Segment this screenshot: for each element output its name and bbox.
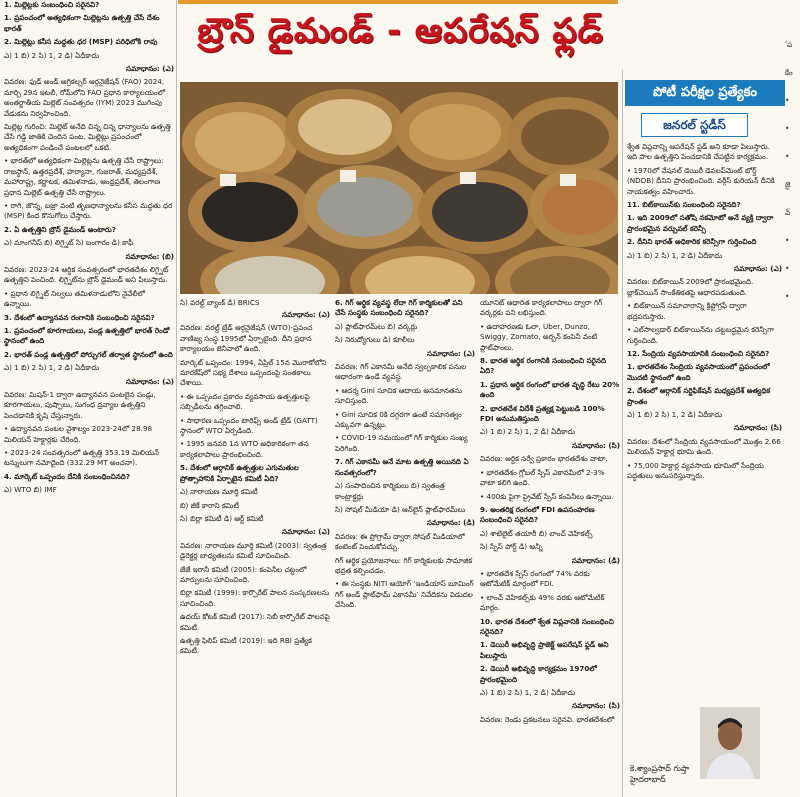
col1-paragraph: ఎ) మాంగనీస్ బి) లిగ్నైట్ సి) బంగారం డి) కాఫీ [4,238,134,248]
col4-paragraph: వివరణ: రెండు ప్రకటనలు సరైనవి. భారతదేశంలో [480,714,615,724]
col5-paragraph: • 1970లో నేషనల్ డెయిరీ డెవలప్‌మెంట్ బోర్డ్ (NDDB) దీనిని ప్రారంభించింది. వర్గీస్ కురియన్ దీనికి నాయకత్వం వహించారు. [627,165,775,196]
col2-paragraph: వివరణ: నారాయణ మూర్తి కమిటీ (2003): స్వతంత్ర డైరెక్టర్ల బాధ్యతలను కమిటీ సూచించింది. [180,540,327,561]
column-divider [622,70,623,797]
col4-paragraph: ఎ) శాటిలైట్ తయారీ బి) లాంచ్ వెహికల్స్ [480,528,593,538]
column-4 [480,298,620,728]
col2-paragraph: ఎ) నారాయణ మూర్తి కమిటీ [180,487,258,497]
col4-paragraph: 2. భారతదేశ విదేశీ ప్రత్యక్ష పెట్టుబడి 100% FDI అనుమతిస్తుంది [480,403,605,424]
col1-paragraph: 1. మిల్లెట్లకు సంబంధించి సరైనవి? [4,0,100,9]
col1-paragraph: 1. ప్రపంచంలో కూరగాయలు, పండ్ల ఉత్పత్తిలో భారత్ రెండో స్థానంలో ఉంది [4,325,170,346]
col5-paragraph: • ఎల్‌సాల్వడార్ బిట్‌కాయిన్‌ను చట్టబద్ధమైన కరెన్సీగా గుర్తించింది. [627,325,774,345]
col1-paragraph: 4. మార్కెట్ ఒప్పందం దేనికి సంబంధించినది? [4,471,131,481]
col2-paragraph: ఉదయ్ కోటక్ కమిటీ (2017): సెబీ కార్పొరేట్ పాలనపై కమిటీ. [180,612,330,632]
col5-paragraph: 2. దేశంలో ఆర్గానిక్ సర్టిఫికేషన్ మధ్యప్రదేశ్ అత్యధిక ప్రాంతం [627,386,771,406]
photo-caption-options: సి) వరల్డ్ బ్యాంక్ డి) BRICS [180,298,260,307]
col4-paragraph: • భారతదేశ స్పేస్ రంగంలో 74% వరకు ఆటోమేటిక్ మార్గంలో FDI. [480,568,590,589]
col1-paragraph: 2. మిల్లెట్లు కనీస మద్దతు ధర (MSP) పరిధిలోకి రావు [4,37,158,47]
col4-paragraph: వివరణ: ఆర్థిక సర్వే ప్రకారం భారతదేశం వాటా. [480,454,608,464]
col2-paragraph: సి) బిర్లా కమిటీ డి) ఆర్ట్ కమిటీ [180,513,264,523]
col3-paragraph: సి) నిరుద్యోగులు డి) కూలీలు [335,335,415,345]
author-credit [630,763,689,785]
col3-paragraph: • ఈ సంస్థకు NITI ఆయోగ్ ‘ఇండియాస్ బూమింగ్ గిగ్ అండ్ ప్లాట్‌ఫామ్ ఎకానమీ’ నివేదికను విడుదల చేసింది. [335,579,474,610]
col3-paragraph: వివరణ: ఈ ప్రోగ్రామ్ ద్వారా సోషల్ మీడియాలో కంటెంట్ పెంచుకోవచ్చు. [335,531,465,552]
col1-paragraph: 2. ఏ ఉత్పత్తిని బ్రౌన్ డైమండ్ అంటారు? [4,224,116,234]
col5-paragraph: సమాధానం: (ఎ) [734,264,782,274]
col1-paragraph: మిల్లెట్ల గురించి: మిల్లెట్ అనేది చిన్న చిన్న ధాన్యాలను ఉత్పత్తి చేసే గడ్డి జాతికి చెందిన పంట. మిల్లెట్లు ప్రపంచంలో అత్యధికంగా పండించే పంటలలో ఒకటి. [4,122,171,152]
col1-paragraph: సమాధానం: (ఎ) [126,376,174,386]
column-3 [335,298,475,614]
col5-paragraph: శ్వేత విప్లవాన్ని ఆపరేషన్ ఫ్లడ్ అని కూడా పిలుస్తారు. ఇది పాల ఉత్పత్తిని పెంచడానికి చేపట్టిన కార్యక్రమం. [627,142,770,162]
col1-paragraph: • 2023-24 సంవత్సరంలో ఉత్పత్తి 353.19 మిలియన్ టన్నులుగా నమోదైంది (332.29 MT అంచనా). [4,448,160,468]
col5-paragraph: 11. బిట్‌కాయిన్‌కు సంబంధించి సరైనది? [627,200,741,210]
col2-paragraph: సమాధానం: (ఎ) [282,527,330,537]
col1-paragraph: • భారత్‌లో అత్యధికంగా మిల్లెట్లను ఉత్పత్తి చేసే రాష్ట్రాలు: రాజస్థాన్, ఉత్తరప్రదేశ్, హర్యానా, గుజరాత్, మధ్యప్రదేశ్, మహారాష్ట్ర, కర్ణాటక, తమిళనాడు, ఆంధ్రప్రదేశ్, తెలంగాణ ప్రధాన మిల్లెట్ ఉత్పత్తి చేసే రాష్ట్రాలు. [4,156,164,197]
col1-paragraph: సమాధానం: (బి) [125,251,174,261]
col4-paragraph: • లాంచ్ వెహికల్స్‌కు 49% వరకు ఆటోమేటిక్ మార్గం. [480,592,605,613]
col3-paragraph: • COVID-19 సమయంలో గిగ్ కార్మికుల సంఖ్య పెరిగింది. [335,433,468,453]
col4-paragraph: 10. భారత దేశంలో శ్వేత విప్లవానికి సంబంధించి సరైనది? [480,616,614,636]
column-1 [4,0,174,499]
col2-paragraph: • 1995 జనవరి 1న WTO అధికారికంగా తన కార్యకలాపాలు ప్రారంభించింది. [180,439,309,459]
col1-paragraph: 1. ప్రపంచంలో అత్యధికంగా మిల్లెట్లను ఉత్పత్తి చేసే దేశం భారత్ [4,13,160,33]
column-5 [627,142,782,484]
col1-paragraph: 2. భారత్ పండ్ల ఉత్పత్తిలో పోర్చుగల్ తర్వాత స్థానంలో ఉంది [4,349,173,359]
author-avatar [700,707,760,779]
col5-paragraph: • బిట్‌కాయిన్ సమాచారాన్ని క్రిప్టోగ్రఫీ ద్వారా భద్రపరుస్తారు. [627,301,747,321]
edge-fragment: • [785,152,790,161]
col4-paragraph: • 400కు పైగా ప్రైవేట్ స్పేస్ కంపెనీలు ఉన్నాయి. [480,491,614,501]
col4-paragraph: సి) స్పేస్ పోర్ట్ డి) అన్నీ [480,542,543,552]
column-divider [176,0,177,797]
competitive-exams-heading: పోటీ పరీక్షల ప్రత్యేకం [625,80,785,106]
col4-paragraph: ఎ) 1 బి) 2 సి) 1, 2 డి) ఏదీకాదు [480,688,576,697]
col5-paragraph: సమాధానం: (సి) [734,423,782,433]
edge-fragment: • [785,264,790,273]
edge-fragment: కేం [785,68,793,77]
general-studies-heading: జనరల్ స్టడీస్ [641,113,748,137]
col3-paragraph: సమాధానం: (ఎ) [427,348,475,358]
edge-fragment: 'ప [785,40,793,49]
page-title: బ్రౌన్ డైమండ్ - ఆపరేషన్ ఫ్లడ్ [197,11,604,51]
col1-paragraph: ఎ) 1 బి) 2 సి) 1, 2 డి) ఏదీకాదు [4,50,100,60]
grain-baskets-photo [180,82,618,294]
col1-paragraph: ఎ) 1 బి) 2 సి) 1, 2 డి) ఏదీకాదు [4,363,100,373]
edge-fragment: • [785,96,790,105]
col5-paragraph: 2. దీనిని భారత్ అధికారిక కరెన్సీగా గుర్తించింది [627,237,757,247]
col1-paragraph: వివరణ: మిషన్-1 ద్వారా ఉద్యానవన పంటలైన పండ్లు, కూరగాయలు, పుష్పాలు, సుగంధ ద్రవ్యాల ఉత్పత్తిని పెంచడానికి కృషి చేస్తున్నారు. [4,390,156,420]
author-name: కె.శ్యాంప్రసాద్ గుప్తా [630,764,690,773]
col3-paragraph: 6. గిగ్ ఆర్థిక వ్యవస్థ లేదా గిగ్ కార్మికులతో పని చేసే సంస్థకు సంబంధించి సరైనది? [335,298,463,318]
col4-paragraph: 9. అంతరిక్ష రంగంలో FDI ఉపసంహరణ సంబంధించి సరైనది? [480,504,595,525]
col2-paragraph: • ఈ ఒప్పందం ప్రకారం వ్యవసాయ ఉత్పత్తులపై సబ్సిడీలను తగ్గించాలి. [180,391,310,412]
col1-paragraph: ఎ) WTO బి) IMF [4,485,57,495]
col1-paragraph: వివరణ: 2023-24 ఆర్థిక సంవత్సరంలో భారతదేశం లిగ్నైట్ ఉత్పత్తిని పెంచింది. లిగ్నైట్‌ను బ్రౌన్ డైమండ్ అని పిలుస్తారు. [4,264,169,285]
edge-fragment: • [785,292,790,301]
author-city: హైదరాబాద్ [630,775,666,784]
edge-fragment: వ్ [785,208,791,217]
col2-paragraph: • సాధారణ ఒప్పందం టారిఫ్స్ అండ్ ట్రేడ్ (GATT) స్థానంలో WTO ఏర్పడింది. [180,415,318,436]
edge-fragment: • [785,236,790,245]
col2-paragraph: ఉత్పత్తి ఫిలిప్ కమిటీ (2019): ఇది RBI ప్రత్యేక కమిటీ. [180,635,312,656]
col1-paragraph: • ప్రధాన లిగ్నైట్ నిల్వలు తమిళనాడులోని నైవేలీలో ఉన్నాయి. [4,288,145,309]
grain-baskets-image [180,82,618,294]
col3-paragraph: గిగ్ ఆర్థిక ప్రయోజనాలు: గిగ్ కార్మికులకు సామాజిక భద్రత కల్పించడం. [335,555,473,575]
col3-paragraph: • ఆదర్శ Gini సూచిక ఆదాయ అసమానతను సూచిస్తుంది. [335,385,462,406]
col4-paragraph: • ఉదాహరణకు ఓలా, Uber, Dunzo, Swiggy, Zomato, అర్బన్ కంపెనీ వంటి ప్లాట్‌ఫాంలు. [480,321,598,352]
col1-paragraph: వివరణ: ఫుడ్ అండ్ అగ్రికల్చర్ ఆర్గనైజేషన్ (FAO) 2024, మార్చి 29న ఇటలీ, రోమ్‌లోని FAO ప్రధాన కార్యాలయంలో అంతర్జాతీయ మిల్లెట్ సంవత్సరం (IYM) 2023 ముగింపు వేడుకను నిర్వహించింది. [4,77,166,118]
col2-paragraph: 5. దేశంలో ఆర్గానిక్ ఉత్పత్తుల ఎగుమతుల ప్రోత్సాహానికి ఏర్పాటైన కమిటీ ఏది? [180,463,299,483]
col4-paragraph: 8. భారత ఆర్థిక రంగానికి సంబంధించి సరైనది ఏది? [480,356,607,376]
col5-paragraph: • 75,000 హెక్టార్ల వ్యవసాయ భూమిలో సేంద్రియ పద్ధతులు అనుసరిస్తున్నారు. [627,460,764,480]
col4-paragraph: 1. డెయిరీ అభివృద్ధి ప్రాజెక్ట్ ఆపరేషన్ ఫ్లడ్ అని పిలుస్తారు [480,640,609,660]
col1-paragraph: • రాగి, జొన్న, బజ్రా వంటి తృణధాన్యాలను కనీస మద్దతు ధర (MSP) కింద కొనుగోలు చేస్తారు. [4,200,173,221]
col5-paragraph: వివరణ: బిట్‌కాయిన్ 2009లో ప్రారంభమైంది. బ్లాక్‌చెయిన్ సాంకేతికతపై ఆధారపడుతుంది. [627,277,754,297]
edge-fragment: • [785,124,790,133]
col5-paragraph: ఎ) 1 బి) 2 సి) 1, 2 డి) ఏదీకాదు [627,409,723,419]
col3-paragraph: సమాధానం: (డి) [426,518,475,528]
col5-paragraph: 1. ఇది 2009లో సతోషి నకమోటో అనే వ్యక్తి ద్వారా ప్రారంభమైన వర్చువల్ కరెన్సీ [627,213,774,233]
col4-paragraph: 1. ప్రధాన ఆర్థిక రంగంలో భారత వృద్ధి రేటు 20% ఉంది [480,379,620,400]
col3-paragraph: ఎ) ప్లాట్‌ఫారమ్‌లు బి) వర్కర్లు [335,321,418,331]
col4-paragraph: సమాధానం: (సి) [572,440,620,450]
col1-paragraph: • ఉద్యానవన పంటల వైశాల్యం 2023-24లో 28.98 మిలియన్ హెక్టార్లకు చేరింది. [4,424,153,444]
author-photo [700,707,760,779]
col2-paragraph: బిర్లా కమిటీ (1999): కార్పొరేట్ పాలన సంస్కరణలను సూచించింది. [180,588,330,608]
col4-paragraph: 2. డెయిరీ అభివృద్ధి కార్యక్రమం 1970లో ప్రారంభమైంది [480,664,597,684]
col1-paragraph: సమాధానం: (ఎ) [126,64,174,74]
col5-paragraph: 12. సేంద్రియ వ్యవసాయానికి సంబంధించి సరైనది? [627,348,770,358]
col3-paragraph: 7. గిగ్ ఎకానమీ అనే మాట ఉత్పత్తి అయినది ఏ సంవత్సరంలో? [335,457,469,477]
col4-paragraph: యూనిట్ ఆధారిత కార్యకలాపాలు ద్వారా గిగ్ వర్కర్లకు పని లభిస్తుంది. [480,298,603,318]
col5-paragraph: 1. భారతదేశం సేంద్రియ వ్యవసాయంలో ప్రపంచంలో మొదటి స్థానంలో ఉంది [627,362,770,382]
edge-fragment: జై [785,180,791,189]
col2-paragraph: జేజే ఇరానీ కమిటీ (2005): కంపెనీల చట్టంలో మార్పులను సూచించింది. [180,564,307,584]
col4-paragraph: ఎ) 1 బి) 2 సి) 1, 2 డి) ఏదీకాదు [480,427,576,437]
col2-paragraph: బి) జీకే కారాని కమిటీ [180,500,239,510]
col2-paragraph: వివరణ: వరల్డ్ ట్రేడ్ ఆర్గనైజేషన్ (WTO)-ప్రపంచ వాణిజ్య సంస్థ 1995లో ఏర్పాటైంది. దీని ప్రధాన కార్యాలయం జెనీవాలో ఉంది. [180,323,313,354]
col5-paragraph: వివరణ: దేశంలో సేంద్రియ వ్యవసాయంలో మొత్తం 2.66 మిలియన్ హెక్టార్ల భూమి ఉంది. [627,436,781,457]
col4-paragraph: • భారతదేశం గ్లోబల్ స్పేస్ ఎకానమీలో 2-3% వాటా కలిగి ఉంది. [480,467,605,488]
col1-paragraph: 3. దేశంలో ఉద్యానవన రంగానికి సంబంధించి సరైనవి? [4,312,155,322]
col4-paragraph: సమాధానం: (డి) [571,555,620,565]
col5-paragraph: ఎ) 1 బి) 2 సి) 1, 2 డి) ఏదీకాదు [627,250,723,260]
adjacent-column-edge [785,0,800,797]
col2-paragraph: మార్కెట్ ఒప్పందం: 1994, ఏప్రిల్ 15న మొరాకోలోని మారకేష్‌లో సభ్య దేశాలు ఒప్పందంపై సంతకాలు చేశాయి. [180,357,327,388]
col3-paragraph: • Gini సూచిక 0కి దగ్గరగా ఉంటే సమానత్వం ఎక్కువగా ఉన్నట్లు. [335,409,462,430]
col4-paragraph: సమాధానం: (సి) [572,701,620,711]
col2-paragraph: సమాధానం: (ఎ) [282,310,330,319]
column-2 [180,310,330,660]
col3-paragraph: ఎ) సంపాదించిన కార్మికులు బి) స్వతంత్ర కాంట్రాక్టర్లు [335,481,445,501]
col3-paragraph: వివరణ: గిగ్ ఎకానమీ అనేది స్వల్పకాలిక పనుల ఆధారంగా ఉండే వ్యవస్థ. [335,362,467,382]
col3-paragraph: సి) సోషల్ మీడియా డి) ఆన్‌లైన్ ప్లాట్‌ఫారమ్‌లు [335,504,466,514]
